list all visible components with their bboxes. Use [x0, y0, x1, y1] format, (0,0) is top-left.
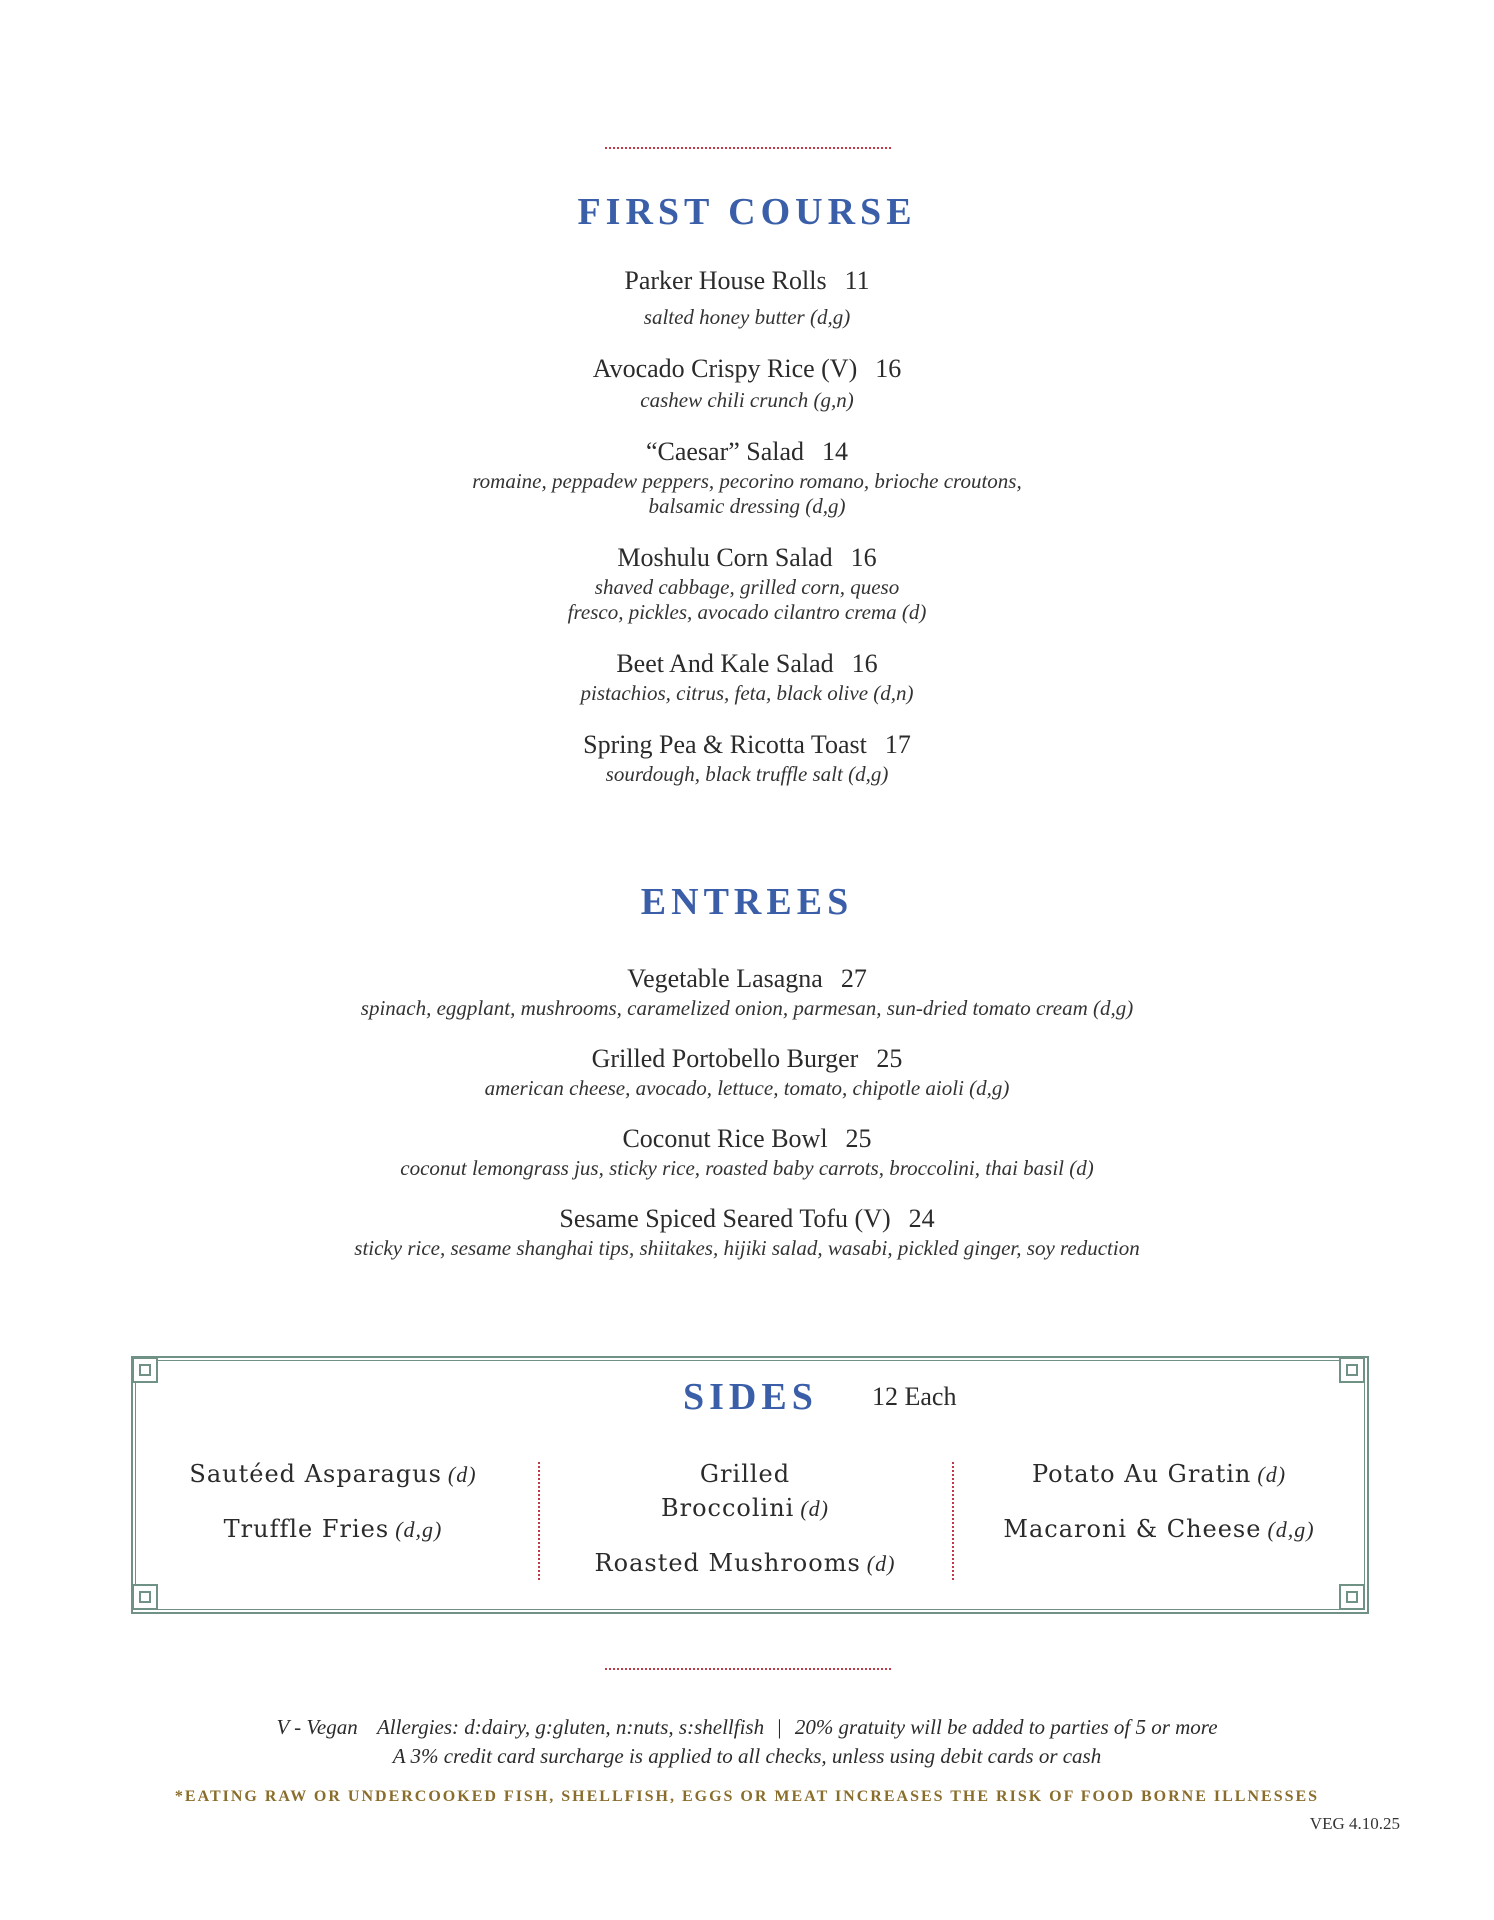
menu-item-name: Moshulu Corn Salad 16	[617, 543, 877, 572]
menu-item-desc: spinach, eggplant, mushrooms, caramelized onion, parmesan, sun-dried tomato cream (d,g)	[360, 996, 1134, 1020]
menu-item-name: Vegetable Lasagna 27	[627, 964, 867, 993]
menu-item-desc: balsamic dressing (d,g)	[648, 494, 846, 518]
menu-item-desc: american cheese, avocado, lettuce, tomato, chipotle aioli (d,g)	[484, 1076, 1010, 1100]
top-divider	[605, 147, 891, 149]
menu-item-desc: cashew chili crunch (g,n)	[640, 388, 854, 412]
menu-item-name: Sesame Spiced Seared Tofu (V) 24	[559, 1204, 935, 1233]
menu-item-name: Spring Pea & Ricotta Toast 17	[583, 730, 911, 759]
side-item: Broccolini (d)	[660, 1494, 830, 1522]
side-item: Roasted Mushrooms (d)	[594, 1549, 896, 1577]
sides-price-note: 12 Each	[872, 1382, 957, 1411]
menu-item-name: Avocado Crispy Rice (V) 16	[592, 354, 902, 383]
menu-item-name: Beet And Kale Salad 16	[616, 649, 878, 678]
menu-item-desc: pistachios, citrus, feta, black olive (d,n)	[580, 681, 914, 705]
gratuity-note: 20% gratuity will be added to parties of 5 or more	[794, 1715, 1218, 1739]
menu-item-desc: sourdough, black truffle salt (d,g)	[605, 762, 889, 786]
menu-item-desc: sticky rice, sesame shanghai tips, shiitakes, hijiki salad, wasabi, pickled ginger, soy reduction	[354, 1236, 1140, 1260]
menu-item-desc: romaine, peppadew peppers, pecorino romano, brioche croutons,	[472, 469, 1022, 493]
frame-corner-ornament	[1339, 1584, 1365, 1610]
vegan-key: V - Vegan	[276, 1715, 358, 1739]
column-divider	[952, 1462, 954, 1580]
menu-item-name: Grilled Portobello Burger 25	[591, 1044, 903, 1073]
menu-item-name: Coconut Rice Bowl 25	[622, 1124, 872, 1153]
side-item: Sautéed Asparagus (d)	[189, 1460, 477, 1488]
menu-item-desc: shaved cabbage, grilled corn, queso	[594, 575, 900, 599]
side-item: Grilled	[699, 1460, 791, 1488]
menu-item-desc: coconut lemongrass jus, sticky rice, roasted baby carrots, broccolini, thai basil (d)	[400, 1156, 1094, 1180]
column-divider	[538, 1462, 540, 1580]
side-item: Potato Au Gratin (d)	[1031, 1460, 1287, 1488]
frame-corner-ornament	[132, 1357, 158, 1383]
allergy-key: Allergies: d:dairy, g:gluten, n:nuts, s:shellfish	[376, 1715, 765, 1739]
sides-title: SIDES	[683, 1376, 818, 1418]
frame-corner-ornament	[132, 1584, 158, 1610]
footer-allergy-line: V - Vegan Allergies: d:dairy, g:gluten, n:nuts, s:shellfish | 20% gratuity will be added to parties of 5 or more	[276, 1715, 1218, 1739]
menu-item-name: Parker House Rolls 11	[624, 266, 870, 295]
frame-corner-ornament	[1339, 1357, 1365, 1383]
menu-version-code: VEG 4.10.25	[1309, 1814, 1400, 1833]
entrees-title: ENTREES	[640, 881, 854, 923]
menu-item-name: “Caesar” Salad 14	[645, 437, 849, 466]
side-item: Macaroni & Cheese (d,g)	[1003, 1515, 1315, 1543]
bottom-divider	[605, 1668, 891, 1670]
food-safety-warning: *EATING RAW OR UNDERCOOKED FISH, SHELLFISH, EGGS OR MEAT INCREASES THE RISK OF FOOD BORNE ILLNESSES	[174, 1788, 1320, 1805]
surcharge-note: A 3% credit card surcharge is applied to all checks, unless using debit cards or cash	[392, 1744, 1102, 1768]
side-item: Truffle Fries (d,g)	[223, 1515, 443, 1543]
menu-item-desc: salted honey butter (d,g)	[643, 305, 851, 329]
first-course-title: FIRST COURSE	[577, 191, 917, 233]
menu-item-desc: fresco, pickles, avocado cilantro crema (d)	[567, 600, 927, 624]
